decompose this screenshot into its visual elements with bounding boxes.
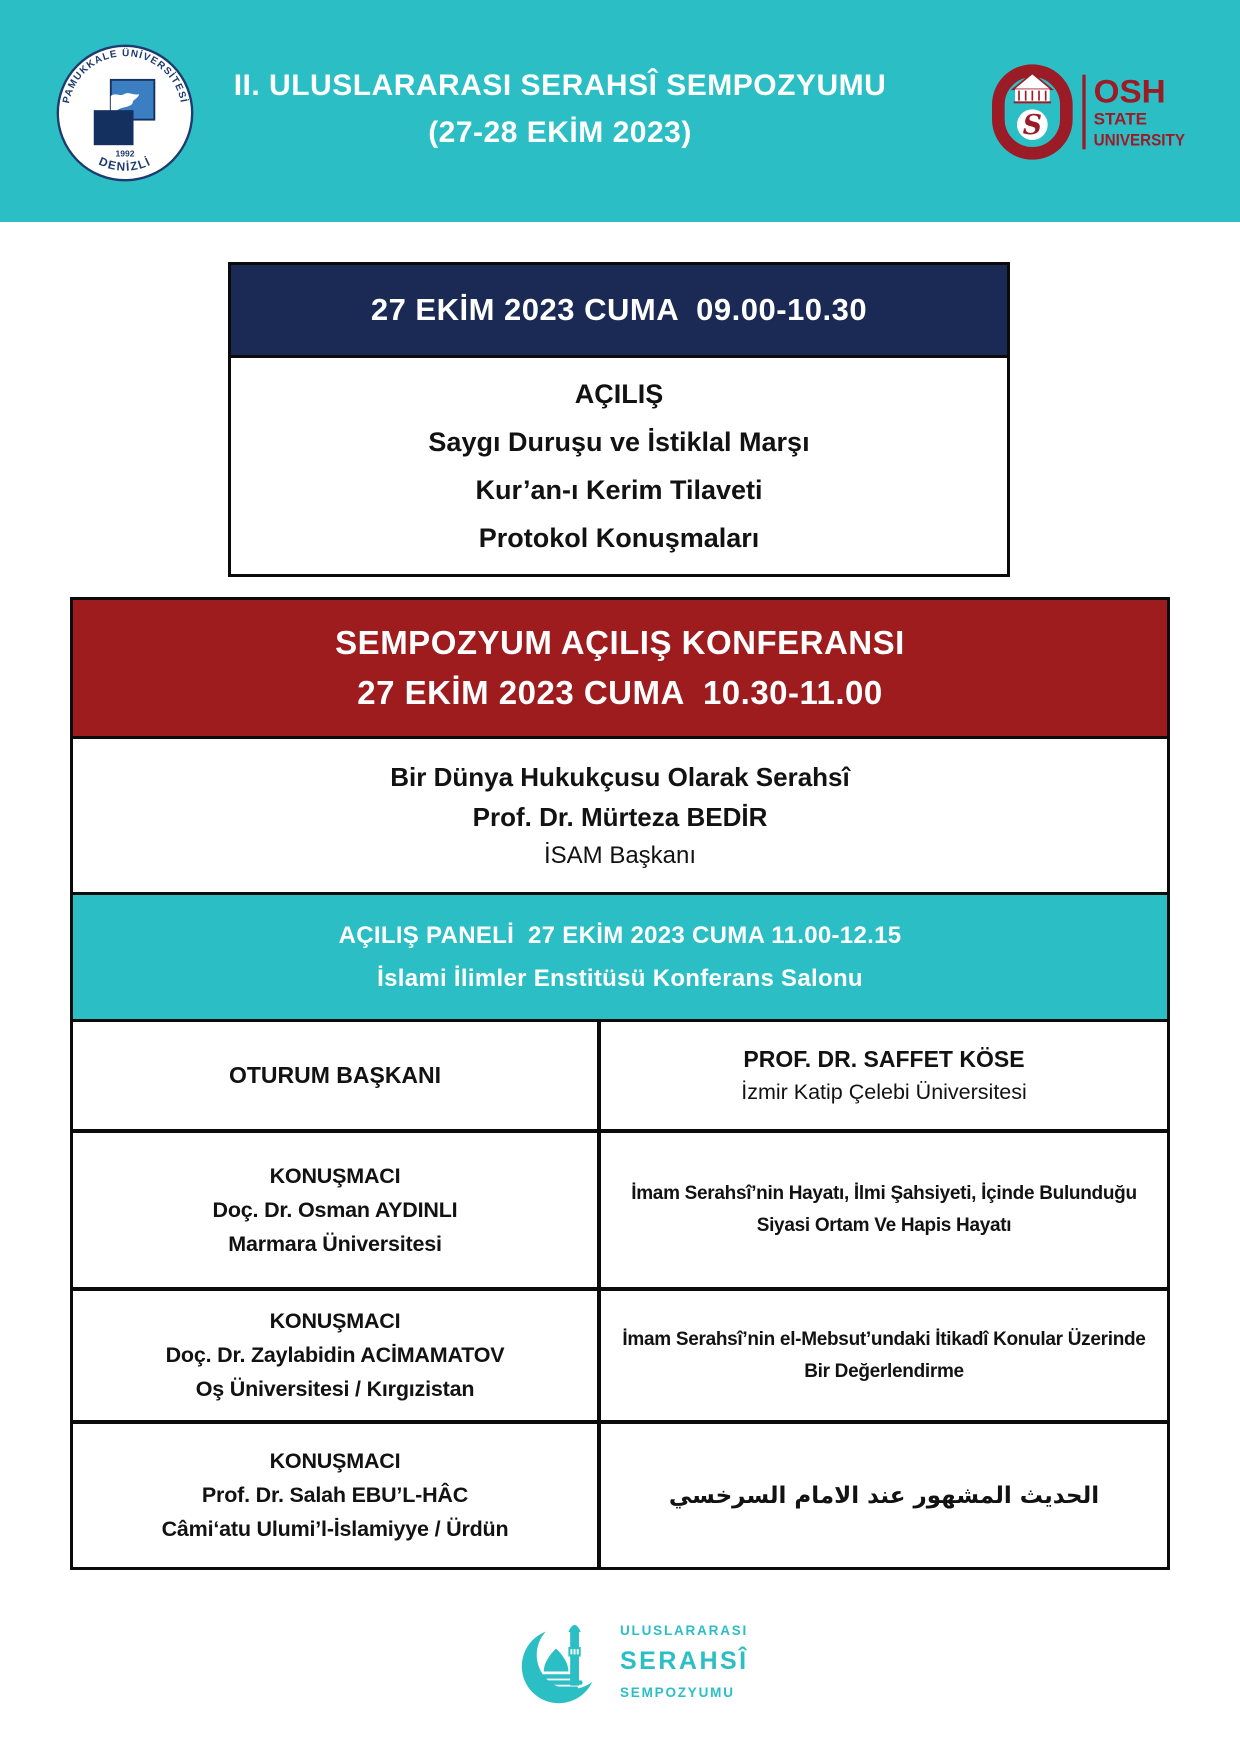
table-row-speaker-1 bbox=[73, 1129, 1167, 1287]
conference-talk-title: Bir Dünya Hukukçusu Olarak Serahsî bbox=[390, 761, 850, 792]
speaker3-affiliation: Câmi‘atu Ulumi’l-İslamiyye / Ürdün bbox=[161, 1517, 509, 1541]
session1-date-text: 27 EKİM 2023 CUMA 09.00-10.30 bbox=[370, 292, 868, 327]
speaker3-role-label: KONUŞMACI bbox=[269, 1449, 401, 1473]
header-band bbox=[0, 0, 1240, 222]
session1-line-acilis: AÇILIŞ bbox=[574, 378, 664, 409]
chair-affiliation: İzmir Katip Çelebi Üniversitesi bbox=[741, 1080, 1027, 1104]
speaker3-talk-cell bbox=[601, 1424, 1167, 1567]
page-title-line2: (27-28 EKİM 2023) bbox=[428, 116, 692, 149]
conference-header-line1: SEMPOZYUM AÇILIŞ KONFERANSI bbox=[335, 624, 905, 661]
symposium-footer-wordmark bbox=[620, 1623, 749, 1700]
pamukkale-logo-year: 1992 bbox=[115, 148, 135, 159]
speaker1-affiliation: Marmara Üniversitesi bbox=[228, 1231, 442, 1256]
speaker2-talk-title: İmam Serahsî’nin el-Mebsut’undaki İtikadî Konular Üzerinde Bir Değerlendirme bbox=[622, 1328, 1146, 1382]
osh-logo-text-line1: OSH bbox=[1093, 73, 1166, 110]
speaker1-talk-title: İmam Serahsî’nin Hayatı, İlmi Şahsiyeti, İçinde Bulunduğu Siyasi Ortam Ve Hapis Hayatı bbox=[631, 1183, 1137, 1236]
speaker1-role-label: KONUŞMACI bbox=[269, 1163, 401, 1188]
session1-date-header bbox=[228, 262, 1010, 358]
conference-header-line2: 27 EKİM 2023 CUMA 10.30-11.00 bbox=[357, 674, 883, 711]
speaker1-info-cell bbox=[73, 1133, 601, 1287]
mosque-crescent-icon bbox=[520, 1612, 608, 1710]
panel-table bbox=[70, 1019, 1170, 1570]
panel-header bbox=[70, 895, 1170, 1019]
speaker2-role-label: KONUŞMACI bbox=[269, 1309, 401, 1333]
pamukkale-logo-city-text: DENİZLİ bbox=[96, 154, 154, 174]
conference-header bbox=[70, 597, 1170, 739]
speaker2-affiliation: Oş Üniversitesi / Kırgızistan bbox=[195, 1377, 475, 1401]
session1-program-box bbox=[228, 358, 1010, 577]
speaker3-info-cell bbox=[73, 1424, 601, 1567]
conference-speaker-box bbox=[70, 739, 1170, 895]
osh-logo-monogram: S bbox=[1022, 110, 1042, 141]
panel-header-line1: AÇILIŞ PANELİ 27 EKİM 2023 CUMA 11.00-12.15 bbox=[338, 921, 902, 949]
conference-speaker-name: Prof. Dr. Mürteza BEDİR bbox=[472, 801, 768, 832]
osh-logo-text-line2: STATE bbox=[1093, 109, 1147, 129]
speaker3-name: Prof. Dr. Salah EBU’L-HÂC bbox=[201, 1483, 469, 1507]
osh-logo-text-line3: UNIVERSITY bbox=[1093, 130, 1185, 150]
session1-line-saygi: Saygı Duruşu ve İstiklal Marşı bbox=[428, 426, 810, 457]
footer-wordmark-line1: ULUSLARARASI bbox=[620, 1622, 749, 1638]
page-title bbox=[170, 62, 950, 156]
session1-line-protokol: Protokol Konuşmaları bbox=[478, 522, 760, 553]
footer-wordmark-line3: SEMPOZYUMU bbox=[620, 1684, 735, 1700]
table-row-speaker-2 bbox=[73, 1287, 1167, 1420]
symposium-footer-logo bbox=[520, 1612, 749, 1710]
chair-name-cell bbox=[601, 1022, 1167, 1129]
table-row-chair bbox=[73, 1022, 1167, 1129]
speaker3-talk-title-arabic: الحديث المشهور عند الامام السرخسي bbox=[668, 1482, 1100, 1509]
footer-wordmark-line2: SERAHSÎ bbox=[620, 1646, 749, 1675]
pamukkale-logo-arc-text: PAMUKKALE ÜNİVERSİTESİ bbox=[61, 48, 189, 105]
panel-header-line2: İslami İlimler Enstitüsü Konferans Salonu bbox=[377, 964, 863, 992]
chair-role-cell bbox=[73, 1022, 601, 1129]
table-row-speaker-3 bbox=[73, 1420, 1167, 1567]
osh-state-university-logo-icon bbox=[985, 50, 1185, 174]
speaker2-name: Doç. Dr. Zaylabidin ACİMAMATOV bbox=[165, 1343, 505, 1367]
osh-logo-divider bbox=[1082, 75, 1085, 150]
pamukkale-emblem-navy-square bbox=[94, 110, 134, 145]
speaker2-info-cell bbox=[73, 1291, 601, 1420]
session1-line-kuran: Kur’an-ı Kerim Tilaveti bbox=[475, 474, 763, 505]
page-title-line1: II. ULUSLARARASI SERAHSÎ SEMPOZYUMU bbox=[233, 69, 887, 102]
chair-name: PROF. DR. SAFFET KÖSE bbox=[743, 1046, 1025, 1072]
speaker2-talk-cell bbox=[601, 1291, 1167, 1420]
speaker1-talk-cell bbox=[601, 1133, 1167, 1287]
speaker1-name: Doç. Dr. Osman AYDINLI bbox=[212, 1197, 458, 1222]
conference-speaker-affiliation: İSAM Başkanı bbox=[543, 841, 697, 869]
chair-role-label: OTURUM BAŞKANI bbox=[228, 1062, 442, 1088]
